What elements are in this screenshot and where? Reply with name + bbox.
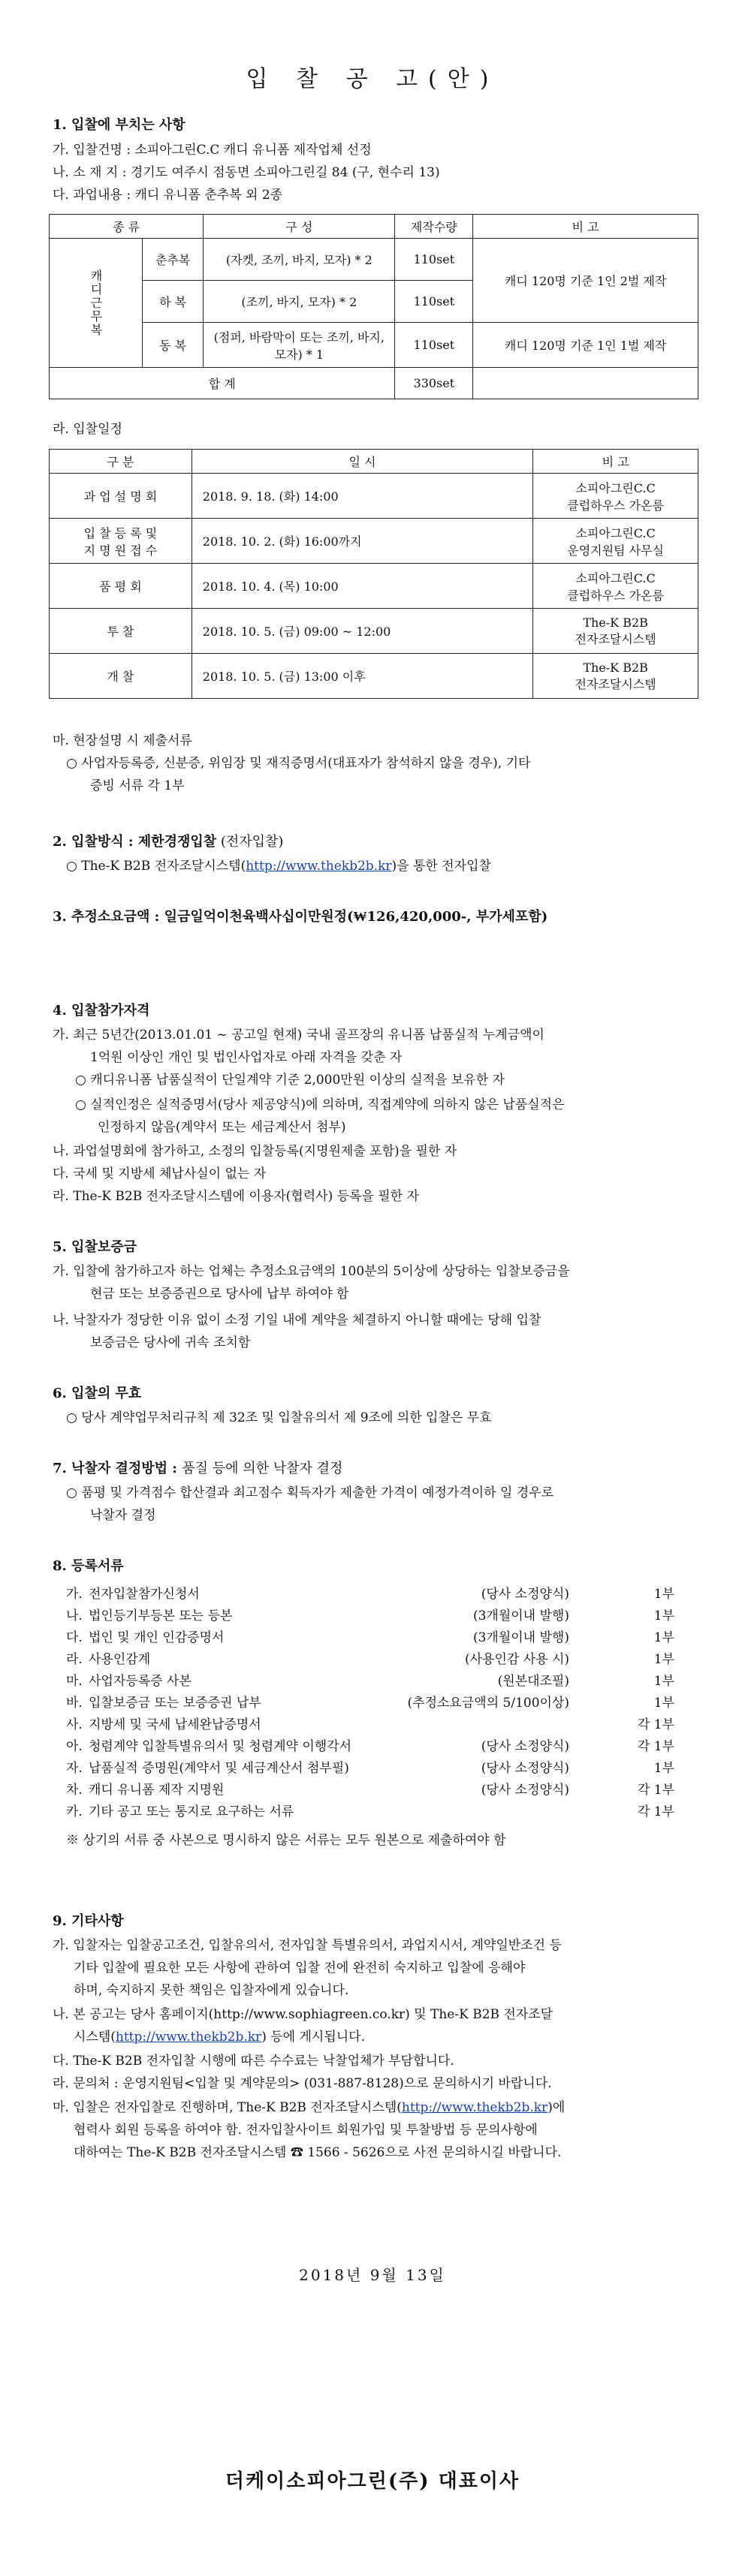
section-1-heading: 1. 입찰에 부치는 사항 — [53, 117, 185, 133]
ut-header-qty: 제작수량 — [395, 215, 473, 239]
st-date: 2018. 10. 2. (화) 16:00까지 — [192, 519, 532, 564]
s4-line8: 라. The-K B2B 전자조달시스템에 이용자(협력사) 등록을 필한 자 — [53, 1189, 419, 1204]
section-3-heading: 3. 추정소요금액 : 일금일억이천육백사십이만원정(₩126,420,000-, 부가세포함) — [53, 909, 548, 925]
s9-line9: 협력사 회원 등록을 하여야 함. 전자입찰사이트 회원가입 및 투찰방법 등 문의사항에 — [74, 2123, 538, 2138]
list-item: 아. 청렴계약 입찰특별유의서 및 청렴계약 이행각서 (당사 소정양식) 각 1부 — [66, 1739, 674, 1754]
list-item: 나. 법인등기부등본 또는 등본 (3개월이내 발행) 1부 — [66, 1608, 674, 1624]
s9-line5: 시스템(http://www.thekb2b.kr) 등에 게시됩니다. — [74, 2030, 365, 2045]
s8-note: ※ 상기의 서류 중 사본으로 명시하지 않은 서류는 모두 원본으로 제출하여야 함 — [66, 1833, 506, 1848]
list-item: 자. 납품실적 증명원(계약서 및 세금계산서 첨부필) (당사 소정양식) 1부 — [66, 1761, 674, 1776]
s9-line8: 마. 입찰은 전자입찰로 진행하며, The-K B2B 전자조달시스템(http://www.thekb2b.kr)에 — [53, 2100, 566, 2115]
ut-total-qty: 330set — [395, 368, 473, 399]
s9-line7: 라. 문의처 : 운영지원팀<입찰 및 계약문의> (031-887-8128)으로 문의하시기 바랍니다. — [53, 2076, 552, 2091]
s1-item-ra: 라. 입찰일정 — [53, 422, 122, 437]
st-header-note: 비 고 — [533, 450, 698, 474]
st-note: 소피아그린C.C 클럽하우스 가온룸 — [533, 564, 698, 609]
list-item: 다. 법인 및 개인 인감증명서 (3개월이내 발행) 1부 — [66, 1630, 674, 1645]
ut-row-comp: (점퍼, 바람막이 또는 조끼, 바지, 모자) * 1 — [204, 323, 395, 368]
ut-group-label: 캐디근무복 — [50, 239, 143, 368]
list-item: 카. 기타 공고 또는 통지로 요구하는 서류 각 1부 — [66, 1804, 674, 1819]
ut-row-qty: 110set — [395, 323, 473, 368]
s6-line1: ○ 당사 계약업무처리규칙 제 32조 및 입찰유의서 제 9조에 의한 입찰은 무효 — [66, 1410, 492, 1425]
list-item: 가. 전자입찰참가신청서 (당사 소정양식) 1부 — [66, 1587, 674, 1602]
ut-row-comp: (조끼, 바지, 모자) * 2 — [204, 281, 395, 323]
ut-row-qty: 110set — [395, 239, 473, 281]
s9-line10: 대하여는 The-K B2B 전자조달시스템 ☎ 1566 - 5626으로 사전 문의하시길 바랍니다. — [74, 2145, 562, 2160]
st-date: 2018. 10. 5. (금) 09:00 ~ 12:00 — [192, 609, 532, 654]
thekb2b-link[interactable]: http://www.thekb2b.kr — [401, 2100, 548, 2115]
document-date: 2018년 9월 13일 — [299, 2266, 446, 2284]
list-item: 마. 사업자등록증 사본 (원본대조필) 1부 — [66, 1674, 674, 1689]
s5-line1: 가. 입찰에 참가하고자 하는 업체는 추정소요금액의 100분의 5이상에 상당하는 입찰보증금을 — [53, 1264, 570, 1279]
s4-line7: 다. 국세 및 지방세 체납사실이 없는 자 — [53, 1166, 267, 1181]
s4-line1: 가. 최근 5년간(2013.01.01 ~ 공고일 현재) 국내 골프장의 유니폼 납품실적 누계금액이 — [53, 1028, 544, 1043]
s1-item-da: 다. 과업내용 : 캐디 유니폼 춘추복 외 2종 — [53, 188, 283, 203]
s4-line3: ○ 캐디유니폼 납품실적이 단일계약 기준 2,000만원 이상의 실적을 보유한 자 — [75, 1073, 505, 1088]
st-cat: 투 찰 — [50, 609, 192, 654]
st-cat: 품 평 회 — [50, 564, 192, 609]
ut-header-type: 종 류 — [50, 215, 204, 239]
s9-line2: 기타 입찰에 필요한 모든 사항에 관하여 입찰 전에 완전히 숙지하고 입찰에 응해야 — [74, 1961, 526, 1976]
st-cat: 입 찰 등 록 및 지 명 원 접 수 — [50, 519, 192, 564]
st-date: 2018. 9. 18. (화) 14:00 — [192, 474, 532, 519]
st-note: The-K B2B 전자조달시스템 — [533, 609, 698, 654]
signature: 더케이소피아그린(주) 대표이사 — [225, 2470, 520, 2493]
st-note: 소피아그린C.C 운영지원팀 사무실 — [533, 519, 698, 564]
st-date: 2018. 10. 4. (목) 10:00 — [192, 564, 532, 609]
s1-ma-line1: ○ 사업자등록증, 신분증, 위임장 및 재직증명서(대표자가 참석하지 않을 경우), 기타 — [66, 756, 531, 771]
s4-line5: 인정하지 않음(계약서 또는 세금계산서 첨부) — [98, 1120, 346, 1135]
s2-line1: ○ The-K B2B 전자조달시스템(http://www.thekb2b.kr)을 통한 전자입찰 — [66, 859, 491, 874]
s9-line4: 나. 본 공고는 당사 홈페이지(http://www.sophiagreen.co.kr) 및 The-K B2B 전자조달 — [53, 2007, 553, 2022]
thekb2b-link[interactable]: http://www.thekb2b.kr — [246, 859, 392, 874]
s5-line3: 나. 낙찰자가 정당한 이유 없이 소정 기일 내에 계약을 체결하지 아니할 때에는 당해 입찰 — [53, 1313, 541, 1328]
s4-line4: ○ 실적인정은 실적증명서(당사 제공양식)에 의하며, 직접계약에 의하지 않은 납품실적은 — [75, 1097, 565, 1112]
s9-line1: 가. 입찰자는 입찰공고조건, 입찰유의서, 전자입찰 특별유의서, 과업지시서, 계약일반조건 등 — [53, 1938, 562, 1953]
s7-line2: 낙찰자 결정 — [90, 1508, 156, 1523]
ut-row-type: 하 복 — [143, 281, 204, 323]
list-item: 바. 입찰보증금 또는 보증증권 납부 (추정소요금액의 5/100이상) 1부 — [66, 1696, 674, 1711]
s4-line2: 1억원 이상인 개인 및 법인사업자로 아래 자격을 갖춘 자 — [90, 1050, 403, 1065]
uniform-table — [49, 214, 698, 399]
s1-item-na: 나. 소 재 지 : 경기도 여주시 점동면 소피아그린길 84 (구, 현수리 13) — [53, 165, 440, 180]
s9-line6: 다. The-K B2B 전자입찰 시행에 따른 수수료는 낙찰업체가 부담합니다. — [53, 2054, 454, 2069]
page-title: 입 찰 공 고(안) — [246, 66, 499, 92]
section-2-heading: 2. 입찰방식 : 제한경쟁입찰 (전자입찰) — [53, 834, 284, 850]
ut-header-comp: 구 성 — [204, 215, 395, 239]
section-9-heading: 9. 기타사항 — [53, 1913, 124, 1929]
ut-note-2: 캐디 120명 기준 1인 1벌 제작 — [473, 323, 698, 368]
thekb2b-link[interactable]: http://www.thekb2b.kr — [115, 2030, 262, 2045]
s9-line3: 하며, 숙지하지 못한 책임은 입찰자에게 있습니다. — [74, 1983, 349, 1998]
ut-row-type: 동 복 — [143, 323, 204, 368]
list-item: 사. 지방세 및 국세 납세완납증명서 각 1부 — [66, 1717, 674, 1732]
section-6-heading: 6. 입찰의 무효 — [53, 1386, 142, 1401]
section-8-heading: 8. 등록서류 — [53, 1558, 124, 1574]
ut-row-qty: 110set — [395, 281, 473, 323]
st-cat: 과 업 설 명 회 — [50, 474, 192, 519]
st-cat: 개 찰 — [50, 654, 192, 699]
s1-ma-line2: 증빙 서류 각 1부 — [90, 778, 185, 793]
ut-row-comp: (자켓, 조끼, 바지, 모자) * 2 — [204, 239, 395, 281]
ut-header-note: 비 고 — [473, 215, 698, 239]
s4-line6: 나. 과업설명회에 참가하고, 소정의 입찰등록(지명원제출 포함)을 필한 자 — [53, 1144, 457, 1159]
ut-total-label: 합 계 — [50, 368, 395, 399]
s5-line2: 현금 또는 보증증권으로 당사에 납부 하여야 함 — [90, 1286, 349, 1302]
s1-item-ma: 마. 현장설명 시 제출서류 — [53, 733, 192, 748]
s7-line1: ○ 품평 및 가격점수 합산결과 최고점수 획득자가 제출한 가격이 예정가격이하 일 경우로 — [66, 1485, 554, 1500]
schedule-table — [49, 449, 698, 699]
st-note: The-K B2B 전자조달시스템 — [533, 654, 698, 699]
st-note: 소피아그린C.C 클럽하우스 가온룸 — [533, 474, 698, 519]
list-item: 라. 사용인감계 (사용인감 사용 시) 1부 — [66, 1652, 674, 1667]
st-date: 2018. 10. 5. (금) 13:00 이후 — [192, 654, 532, 699]
st-header-cat: 구 분 — [50, 450, 192, 474]
ut-note-1: 캐디 120명 기준 1인 2벌 제작 — [473, 239, 698, 323]
ut-row-type: 춘추복 — [143, 239, 204, 281]
section-5-heading: 5. 입찰보증금 — [53, 1239, 137, 1255]
section-4-heading: 4. 입찰참가자격 — [53, 1003, 150, 1019]
section-7-heading: 7. 낙찰자 결정방법 : 품질 등에 의한 낙찰자 결정 — [53, 1461, 343, 1476]
s5-line4: 보증금은 당사에 귀속 조치함 — [90, 1335, 251, 1350]
registration-docs-list — [66, 1584, 727, 1823]
list-item: 차. 캐디 유니폼 제작 지명원 (당사 소정양식) 각 1부 — [66, 1783, 674, 1798]
s1-item-ga: 가. 입찰건명 : 소피아그린C.C 캐디 유니폼 제작업체 선정 — [53, 143, 372, 158]
st-header-date: 일 시 — [192, 450, 532, 474]
